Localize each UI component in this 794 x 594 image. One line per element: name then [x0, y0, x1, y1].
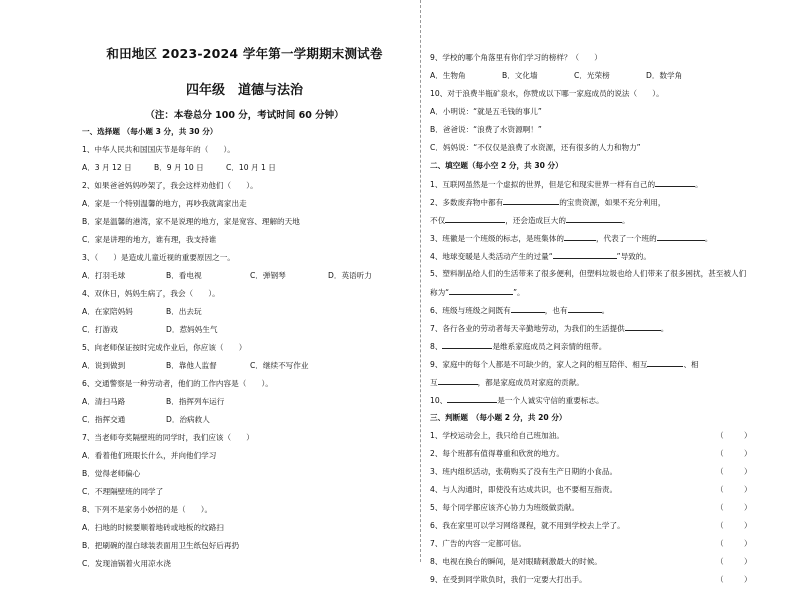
question-text: ，也有 [544, 305, 568, 315]
question-1-options [82, 164, 407, 172]
option: B．看电视 [166, 270, 202, 280]
answer-blank [503, 198, 559, 205]
answer-paren-close[interactable]: ） [744, 538, 752, 548]
question-8: 8、下列不是家务小妙招的是（ ）。 [82, 504, 213, 514]
option: C．继续不写作业 [250, 360, 309, 370]
option: B．靠他人监督 [166, 360, 217, 370]
judgment-item [430, 576, 760, 584]
fill-question-9-cont [430, 378, 760, 386]
option: B．出去玩 [166, 306, 202, 316]
option: B．把刷碗的湿白球装表面用卫生纸包好后再扔 [82, 540, 240, 550]
option: C．光荣榜 [574, 70, 610, 80]
judgment-text: 5、每个同学都应该齐心协力为班级做贡献。 [430, 502, 580, 512]
answer-blank [449, 288, 513, 295]
question-text: 。 [704, 233, 713, 243]
answer-paren-open[interactable]: （ [716, 484, 724, 494]
answer-paren-close[interactable]: ） [744, 466, 752, 476]
question-text: 称为“ [430, 287, 450, 297]
question-text: 8、 [430, 341, 443, 351]
answer-blank [553, 252, 617, 259]
option: D．治病救人 [166, 414, 210, 424]
section-heading: 一、选择题 （每小题 3 分，共 30 分） [82, 127, 218, 136]
answer-blank [447, 396, 497, 403]
judgment-text: 3、班内组织活动，张萌购买了没有生产日期的小食品。 [430, 466, 618, 476]
judgment-item [430, 450, 760, 458]
fill-question-2 [430, 198, 760, 206]
section-heading: 二、填空题（每小空 2 分，共 30 分） [430, 160, 563, 170]
fill-question-6 [430, 306, 760, 314]
judgment-item [430, 540, 760, 548]
question-3-options [82, 272, 407, 280]
answer-paren-close[interactable]: ） [744, 556, 752, 566]
option: A．生物角 [430, 70, 466, 80]
option: A．3 月 12 日 [82, 162, 132, 172]
section-heading: 三、判断题 （每小题 2 分，共 20 分） [430, 412, 567, 422]
section-choice [82, 128, 407, 567]
question-text: 2、多数废弃物中都有 [430, 197, 504, 207]
question-text: 不仅 [430, 215, 446, 225]
judgment-item [430, 432, 760, 440]
option: A．看着他们班眼长什么，并向他们学习 [82, 450, 217, 460]
answer-blank [655, 180, 695, 187]
question-5: 5、向老师保证按时完成作业后，你应该（ ） [82, 342, 247, 352]
answer-paren-open[interactable]: （ [716, 466, 724, 476]
answer-paren-close[interactable]: ） [744, 574, 752, 584]
question-text: 4、地球变暖是人类活动产生的过量“ [430, 251, 553, 261]
fill-question-9 [430, 360, 760, 368]
question-text: ”导致的。 [616, 251, 651, 261]
answer-paren-open[interactable]: （ [716, 448, 724, 458]
answer-blank [442, 342, 492, 349]
fill-question-10 [430, 396, 760, 404]
option: A．家是一个特别温馨的地方，再吵我就离家出走 [82, 198, 247, 208]
question-4-options [82, 326, 407, 334]
option: A．打羽毛球 [82, 270, 126, 280]
question-6-options [82, 398, 407, 406]
question-text: 1、互联网虽然是一个虚拟的世界，但是它和现实世界一样有自己的 [430, 179, 656, 189]
judgment-text: 8、电视在换台的瞬间，是对眼睛刺激最大的时候。 [430, 556, 602, 566]
option: B．指挥列车运行 [166, 396, 225, 406]
option: C．打游戏 [82, 324, 118, 334]
fill-question-2-cont [430, 216, 760, 224]
question-5-options [82, 362, 407, 370]
answer-blank [564, 234, 596, 241]
judgment-text: 1、学校运动会上，我只给自己班加油。 [430, 430, 564, 440]
option: C．弹钢琴 [250, 270, 286, 280]
question-text: ，都是家庭成员对家庭的贡献。 [477, 377, 584, 387]
option: D．英语听力 [328, 270, 372, 280]
answer-paren-close[interactable]: ） [744, 430, 752, 440]
question-text: 6、班级与班级之间既有 [430, 305, 511, 315]
question-text: ，还会造成巨大的 [505, 215, 566, 225]
exam-note: （注：本卷总分 100 分，考试时间 60 分钟） [145, 110, 344, 121]
answer-blank [657, 234, 705, 241]
judgment-list [430, 432, 760, 583]
grade-subject: 四年级 道德与法治 [185, 83, 303, 98]
fill-question-3 [430, 234, 760, 242]
answer-paren-close[interactable]: ） [744, 448, 752, 458]
fill-question-1 [430, 180, 760, 188]
option: C．10 月 1 日 [226, 162, 276, 172]
option: C．不理隔壁班的同学了 [82, 486, 164, 496]
judgment-item [430, 486, 760, 494]
question-text: 、相 [683, 359, 699, 369]
question-text: 10、 [430, 395, 448, 405]
answer-paren-close[interactable]: ） [744, 484, 752, 494]
question-10: 10、对于浪费半瓶矿泉水，你赞成以下哪一家庭成员的说法（ ）。 [430, 88, 664, 98]
answer-paren-open[interactable]: （ [716, 538, 724, 548]
option: B．爸爸说：“浪费了水资源啊！” [430, 124, 542, 134]
question-text: 9、家庭中的每个人都是不可缺少的，家人之间的相互陪伴、相互 [430, 359, 648, 369]
question-text: 互 [430, 377, 438, 387]
answer-paren-open[interactable]: （ [716, 574, 724, 584]
answer-blank [445, 216, 505, 223]
option: C．妈妈说：“不仅仅是浪费了水资源，还有很多的人力和物力” [430, 142, 641, 152]
question-text: 是一个人诚实守信的重要标志。 [497, 395, 604, 405]
option: A．清扫马路 [82, 396, 126, 406]
answer-paren-open[interactable]: （ [716, 556, 724, 566]
left-column [82, 44, 407, 578]
judgment-text: 4、与人沟通时，即使没有达成共识，也不要相互指责。 [430, 484, 618, 494]
question-text: 。 [660, 323, 669, 333]
option: A．在家陪妈妈 [82, 306, 133, 316]
question-2: 2、如果爸爸妈妈吵架了，我会这样劝他们（ ）。 [82, 180, 258, 190]
question-4: 4、双休日，妈妈生病了，我会（ ）。 [82, 288, 220, 298]
question-text: 是维系家庭成员之间亲情的纽带。 [492, 341, 607, 351]
answer-blank [625, 324, 661, 331]
question-text: 。 [601, 305, 610, 315]
judgment-item [430, 522, 760, 530]
option: C．家是讲理的地方，谁有理，我支持谁 [82, 234, 217, 244]
column-divider [420, 0, 421, 562]
fill-question-5: 5、塑料制品给人们的生活带来了很多便利，但塑料垃圾也给人们带来了很多困扰，甚至被人们 [430, 268, 747, 278]
question-text: 的宝贵资源，如果不充分利用， [559, 197, 666, 207]
question-9-options [430, 72, 760, 80]
judgment-item [430, 504, 760, 512]
option: A．扫地的时候要顺着地砖或地板的纹路扫 [82, 522, 224, 532]
question-9: 9、学校的哪个角落里有你们学习的榜样？（ ） [430, 53, 602, 62]
answer-paren-open[interactable]: （ [716, 430, 724, 440]
option: D．数学角 [646, 70, 683, 80]
answer-blank [566, 216, 622, 223]
fill-question-5-cont [430, 288, 760, 296]
option: B．9 月 10 日 [154, 162, 204, 172]
question-6: 6、交通警察是一种劳动者，他们的工作内容是（ ）。 [82, 378, 273, 388]
question-text: 3、班徽是一个班级的标志，是班集体的 [430, 233, 564, 243]
answer-blank [647, 360, 683, 367]
answer-paren-close[interactable]: ） [744, 520, 752, 530]
option: C．发现油锅着火用凉水浇 [82, 558, 171, 568]
judgment-item [430, 468, 760, 476]
right-column [430, 54, 760, 594]
fill-question-7 [430, 324, 760, 332]
option: B．觉得老师偏心 [82, 468, 141, 478]
fill-question-8 [430, 342, 760, 350]
question-text: ”。 [513, 287, 525, 297]
answer-blank [511, 306, 545, 313]
answer-blank [438, 378, 478, 385]
question-7: 7、当老师夸奖隔壁班的同学时，我们应该（ ） [82, 432, 254, 442]
fill-question-4 [430, 252, 760, 260]
question-text: 。 [695, 179, 703, 189]
question-3: 3、（ ）是造成儿童近视的重要原因之一。 [82, 252, 235, 262]
question-6-options [82, 416, 407, 424]
option: A．说到做到 [82, 360, 126, 370]
judgment-text: 9、在受到同学欺负时，我们一定要大打出手。 [430, 574, 587, 584]
question-4-options [82, 308, 407, 316]
question-text: ，代表了一个班的 [595, 233, 657, 243]
question-text: 7、各行各业的劳动者每天辛勤地劳动，为我们的生活提供 [430, 323, 625, 333]
option: B．家是温馨的港湾，家不是说理的地方，家是宽容、理解的天地 [82, 216, 300, 226]
answer-paren-open[interactable]: （ [716, 502, 724, 512]
answer-paren-close[interactable]: ） [744, 502, 752, 512]
answer-paren-open[interactable]: （ [716, 520, 724, 530]
option: C．指挥交通 [82, 414, 126, 424]
option: A．小明说：“就是五毛钱的事儿” [430, 106, 542, 116]
question-text: 。 [621, 215, 630, 225]
judgment-item [430, 558, 760, 566]
answer-blank [568, 306, 602, 313]
question-1: 1、中华人民共和国国庆节是每年的（ ）。 [82, 144, 235, 154]
judgment-text: 2、每个班都有值得尊重和欣赏的地方。 [430, 448, 564, 458]
exam-title: 和田地区 2023-2024 学年第一学期期末测试卷 [106, 46, 383, 61]
option: B．文化墙 [502, 70, 538, 80]
judgment-text: 6、我在家里可以学习网络课程，就不用到学校去上学了。 [430, 520, 625, 530]
judgment-text: 7、广告的内容一定都可信。 [430, 538, 526, 548]
option: D．惹妈妈生气 [166, 324, 218, 334]
